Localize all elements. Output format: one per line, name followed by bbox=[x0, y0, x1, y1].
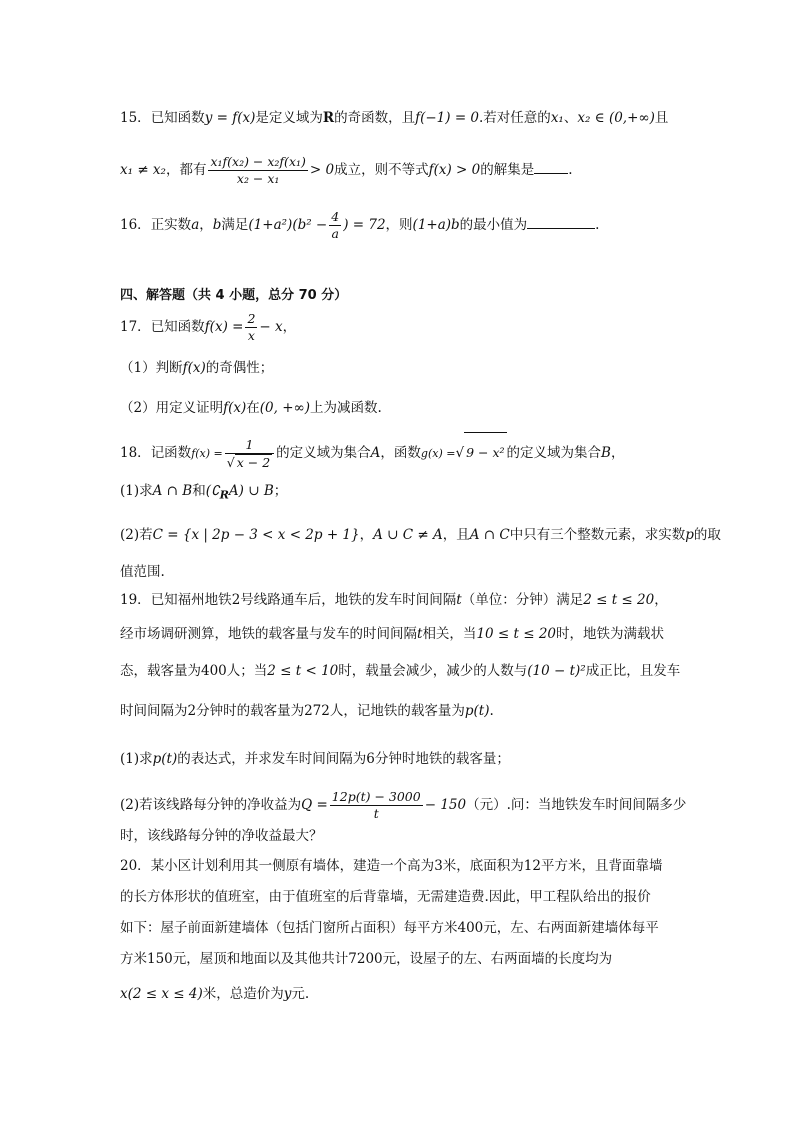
q17-number: 17． bbox=[120, 319, 151, 335]
q18-part-1: (1)求A ∩ B和$(∁_RA)$ ∪ B； bbox=[120, 483, 288, 502]
q17-part-2: （2）用定义证明f(x)在(0, +∞)上为减函数. bbox=[120, 400, 382, 416]
q18-part-2-cont: 值范围. bbox=[120, 564, 165, 580]
q20-line-4: 方米150元，屋顶和地面以及其他共计7200元，设屋子的左、右两面墙的长度均为 bbox=[120, 951, 613, 967]
q19-part-2-cont: 时，该线路每分钟的净收益最大？ bbox=[120, 828, 323, 844]
q18-number: 18． bbox=[120, 445, 151, 461]
q15-fraction: $\frac{\text{x₁f(x₂) − x₂f(x₁)}}{\text{x₂ − x₁}}$ bbox=[210, 154, 306, 186]
q16-line: 16．正实数a，b满足(1+a²)(b² − $\frac{4}{a}$ ) = 72，则(1+a)b的最小值为 . bbox=[120, 209, 600, 241]
q19-line-4: 时间间隔为2分钟时的载客量为272人，记地铁的载客量为p(t). bbox=[120, 703, 494, 719]
q16-number: 16． bbox=[120, 217, 151, 233]
q16-fraction: $\frac{4}{a}$ bbox=[331, 209, 340, 241]
q15-answer-blank bbox=[534, 159, 568, 174]
q19-part-1: (1)求p(t)的表达式，并求发车时间间隔为6分钟时地铁的载客量； bbox=[120, 751, 510, 767]
q16-answer-blank bbox=[527, 214, 595, 229]
q19-line-1: 19．已知福州地铁2号线路通车后，地铁的发车时间间隔t（单位：分钟）满足2 ≤ t ≤ 20， bbox=[120, 592, 668, 608]
q19-line-3: 态，载客量为400人；当2 ≤ t < 10时，载量会减少，减少的人数与(10 − t)²成正比，且发车 bbox=[120, 663, 681, 679]
q20-line-2: 的长方体形状的值班室，由于值班室的后背靠墙，无需建造费.因此，甲工程队给出的报价 bbox=[120, 889, 651, 905]
q20-line-5: x(2 ≤ x ≤ 4)米，总造价为y元. bbox=[120, 986, 310, 1002]
q15-number: 15． bbox=[120, 110, 151, 126]
q17-part-1: （1）判断f(x)的奇偶性； bbox=[120, 360, 274, 376]
q18-fraction: $\frac{1}{√ x - 2}$ bbox=[225, 437, 274, 471]
q17-line: 17．已知函数f(x) = $\frac{2}{x}$ − x， bbox=[120, 311, 297, 343]
q18-part-2: (2)若C = {x | 2p − 3 < x < 2p + 1}，A ∪ C ≠ A，且A ∩ C中只有三个整数元素，求实数p的取 bbox=[120, 527, 721, 543]
q19-part-2: (2)若该线路每分钟的净收益为Q = $\frac{12p(t) - 3000}{t}$ − 150（元）.问：当地铁发车时间间隔多少 bbox=[120, 789, 687, 821]
q15-line-1: 15．已知函数y = f(x)是定义域为R的奇函数，且f(−1) = 0.若对任意的x₁、x₂ ∈ (0,+∞)且 bbox=[120, 110, 669, 126]
q19-fraction: $\frac{12p(t) - 3000}{t}$ bbox=[331, 789, 421, 821]
q17-fraction: $\frac{2}{x}$ bbox=[247, 311, 256, 343]
q20-line-1: 20．某小区计划利用其一侧原有墙体，建造一个高为3米，底面积为12平方米，且背面靠墙 bbox=[120, 858, 663, 874]
q18-line: 18．记函数f(x) = $\frac{1}{√ x - 2}$ 的定义域为集合A，函数g(x) =√ 9 − x² 的定义域为集合B， bbox=[120, 432, 624, 474]
q15-line-2: x₁ ≠ x₂，都有 $\frac{\text{x₁f(x₂) − x₂f(x₁)}}{\text{x₂ − x₁}}$ > 0成立，则不等式f(x) > 0的解集是 . bbox=[120, 154, 573, 186]
q20-number: 20． bbox=[120, 858, 151, 874]
q19-number: 19． bbox=[120, 592, 151, 608]
q19-line-2: 经市场调研测算，地铁的载客量与发车的时间间隔t相关，当10 ≤ t ≤ 20时，地铁为满载状 bbox=[120, 626, 665, 642]
q20-line-3: 如下：屋子前面新建墙体（包括门窗所占面积）每平方米400元，左、右两面新建墙体每平 bbox=[120, 920, 659, 936]
section-4-heading: 四、解答题（共 4 小题，总分 70 分） bbox=[120, 288, 348, 303]
